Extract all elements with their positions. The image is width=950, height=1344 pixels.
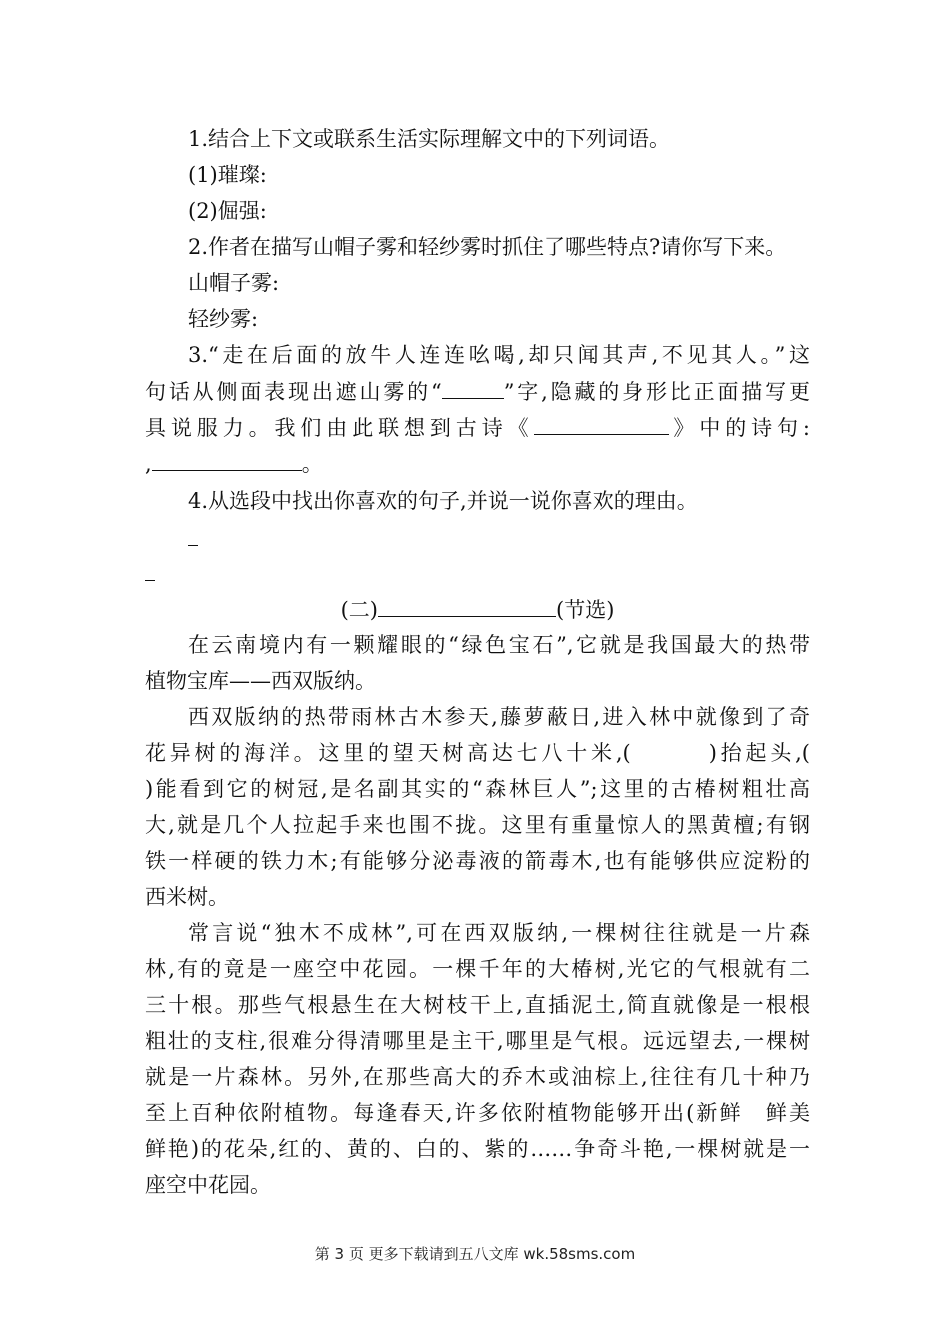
passage-line: 常言说“独木不成林”,可在西双版纳,一棵树往往就是一片森 — [188, 921, 810, 945]
passage-line: 西双版纳的热带雨林古木参天,藤萝蔽日,进入林中就像到了奇 — [188, 705, 810, 729]
question-3-text: 具说服力。我们由此联想到古诗《 — [145, 416, 534, 440]
question-4: 4.从选段中找出你喜欢的句子,并说一说你喜欢的理由。 — [188, 489, 698, 513]
passage-line: 植物宝库——西双版纳。 — [145, 669, 376, 693]
passage-line: 粗壮的支柱,很难分得清哪里是主干,哪里是气根。远远望去,一棵树 — [145, 1029, 810, 1053]
section-title — [145, 596, 810, 623]
question-2: 2.作者在描写山帽子雾和轻纱雾时抓住了哪些特点?请你写下来。 — [188, 235, 787, 259]
answer-blank[interactable] — [152, 450, 302, 471]
question-3-line-1: 3.“走在后面的放牛人连连吆喝,却只闻其声,不见其人。”这 — [188, 343, 810, 367]
title-blank[interactable] — [378, 596, 556, 617]
section-title-prefix: (二) — [340, 598, 378, 622]
question-3-text: ”字,隐藏的身形比正面描写更 — [503, 380, 810, 404]
passage-line: 就是一片森林。另外,在那些高大的乔木或油棕上,往往有几十种乃 — [145, 1065, 810, 1089]
question-2-item-1: 山帽子雾: — [188, 271, 280, 295]
question-1-item-2: (2)倔强: — [188, 199, 267, 223]
question-3-text: , — [145, 452, 152, 476]
passage-line: 座空中花园。 — [145, 1173, 271, 1197]
question-1-item-1: (1)璀璨: — [188, 163, 267, 187]
answer-line[interactable] — [188, 545, 198, 546]
passage-line: 三十根。那些气根悬生在大树枝干上,直插泥土,简直就像是一根根 — [145, 993, 810, 1017]
question-3-text: 。 — [301, 452, 323, 476]
passage-line: 铁一样硬的铁力木;有能够分泌毒液的箭毒木,也有能够供应淀粉的 — [145, 849, 810, 873]
page-footer: 第 3 页 更多下载请到五八文库 wk.58sms.com — [314, 1245, 636, 1263]
passage-line: )能看到它的树冠,是名副其实的“森林巨人”;这里的古椿树粗壮高 — [145, 777, 810, 801]
section-title-suffix: (节选) — [556, 598, 615, 622]
passage-line: 至上百种依附植物。每逢春天,许多依附植物能够开出(新鲜 鲜美 — [145, 1101, 810, 1125]
passage-line: 花异树的海洋。这里的望天树高达七八十米,( )抬起头,( — [145, 741, 810, 765]
passage-line: 在云南境内有一颗耀眼的“绿色宝石”,它就是我国最大的热带 — [188, 633, 810, 657]
question-3-line-3 — [145, 414, 810, 441]
question-2-item-2: 轻纱雾: — [188, 307, 259, 331]
question-3-text: 句话从侧面表现出遮山雾的“ — [145, 380, 442, 404]
passage-line: 林,有的竟是一座空中花园。一棵千年的大椿树,光它的气根就有二 — [145, 957, 810, 981]
question-3-text: 》中的诗句: — [668, 416, 810, 440]
answer-blank[interactable] — [534, 414, 669, 435]
passage-line: 鲜艳)的花朵,红的、黄的、白的、紫的……争奇斗艳,一棵树就是一 — [145, 1137, 810, 1161]
answer-line[interactable] — [145, 580, 155, 581]
question-1: 1.结合上下文或联系生活实际理解文中的下列词语。 — [188, 127, 671, 151]
passage-line: 西米树。 — [145, 885, 229, 909]
question-3-line-4 — [145, 450, 810, 477]
answer-blank[interactable] — [442, 378, 504, 399]
question-3-line-2 — [145, 378, 810, 405]
passage-line: 大,就是几个人拉起手来也围不拢。这里有重量惊人的黑黄檀;有钢 — [145, 813, 810, 837]
